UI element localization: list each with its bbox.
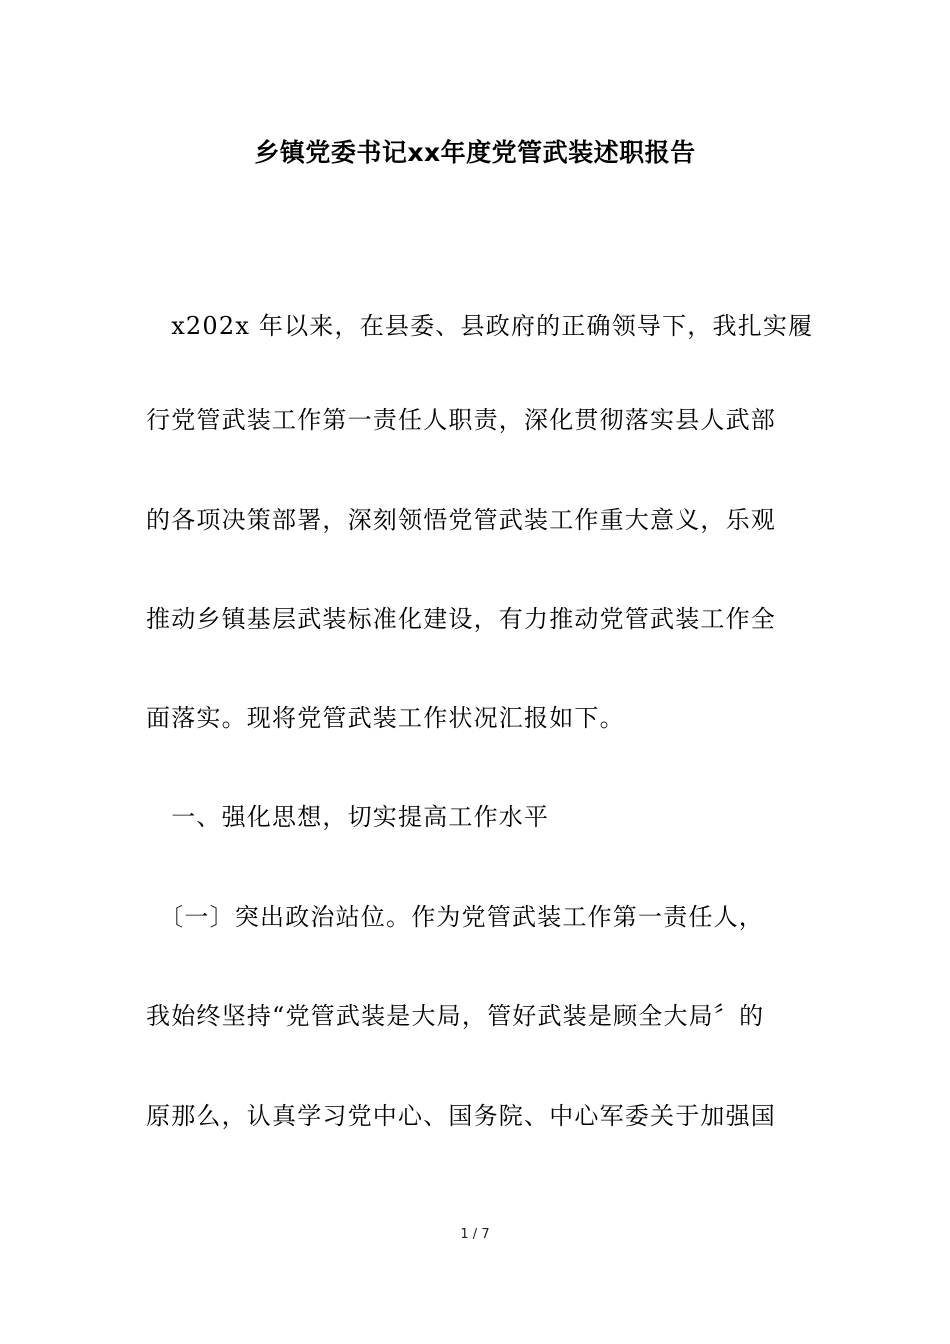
page-title: 乡镇党委书记xx年度党管武装述职报告 xyxy=(254,138,696,167)
page-number: 1 / 7 xyxy=(460,1227,490,1242)
paragraph-line: 的各项决策部署，深刻领悟党管武装工作重大意义，乐观 xyxy=(146,506,776,534)
paragraph-line: 原那么，认真学习党中心、国务院、中心军委关于加强国 xyxy=(146,1102,776,1130)
paragraph-line: 推动乡镇基层武装标准化建设，有力推动党管武装工作全 xyxy=(146,605,776,633)
paragraph-line: 行党管武装工作第一责任人职责，深化贯彻落实县人武部 xyxy=(146,406,776,434)
paragraph-line: 我始终坚持“党管武装是大局，管好武装是顾全大局〞的 xyxy=(146,1002,765,1030)
paragraph-line: 〔一〕突出政治站位。作为党管武装工作第一责任人， xyxy=(146,903,764,931)
paragraph-line: 面落实。现将党管武装工作状况汇报如下。 xyxy=(146,704,625,732)
section-heading: 一、强化思想，切实提高工作水平 xyxy=(146,803,550,831)
paragraph-line: x202x 年以来，在县委、县政府的正确领导下，我扎实履 xyxy=(146,312,814,340)
